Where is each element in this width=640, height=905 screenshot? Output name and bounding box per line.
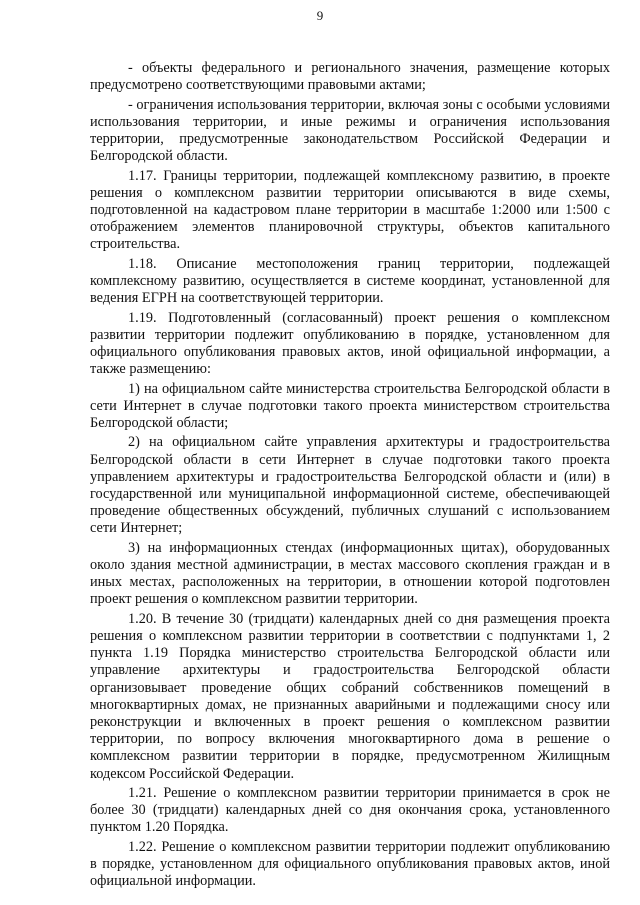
paragraph-federal-objects: - объекты федерального и регионального значения, размещение которых предусмотрено соответствующими правовыми актами; — [90, 60, 610, 94]
document-body — [90, 60, 610, 890]
paragraph-1-20: 1.20. В течение 30 (тридцати) календарных дней со дня размещения проекта решения о комплексном развитии территории в соответствии с подпунктами 1, 2 пункта 1.19 Порядка министерство строительства Белгородской области или управление архитектуры и градостроительства Белгородской области организовывает проведение общих собраний собственников помещений в многоквартирных домах, не признанных аварийными и подлежащими сносу или реконструкции и включенных в проект решения о комплексном развитии территории, по вопросу включения многоквартирного дома в решение о комплексном развитии территории в порядке, предусмотренном Жилищным кодексом Российской Федерации. — [90, 610, 610, 782]
paragraph-1-19-item-1: 1) на официальном сайте министерства строительства Белгородской области в сети Интернет в случае подготовки такого проекта министерством строительства Белгородской области; — [90, 380, 610, 431]
paragraph-1-19-item-3: 3) на информационных стендах (информационных щитах), оборудованных около здания местной администрации, в местах массового скопления граждан и в иных местах, расположенных на территории, в отношении которой подготовлен проект решения о комплексном развитии территории. — [90, 539, 610, 608]
paragraph-1-18: 1.18. Описание местоположения границ территории, подлежащей комплексному развитию, осуществляется в системе координат, установленной для ведения ЕГРН на соответствующей территории. — [90, 255, 610, 307]
paragraph-usage-restrictions: - ограничения использования территории, включая зоны с особыми условиями использования территории, и иные режимы и ограничения использования территории, предусмотренные законодательством Российской Федерации и Белгородской области. — [90, 96, 610, 165]
paragraph-1-19: 1.19. Подготовленный (согласованный) проект решения о комплексном развитии территории подлежит опубликованию в порядке, установленном для официального опубликования правовых актов, иной официальной информации, а также размещению: — [90, 309, 610, 378]
paragraph-1-22: 1.22. Решение о комплексном развитии территории подлежит опубликованию в порядке, установленном для официального опубликования правовых актов, иной официальной информации. — [90, 838, 610, 890]
page-number: 9 — [316, 8, 324, 23]
paragraph-1-19-item-2: 2) на официальном сайте управления архитектуры и градостроительства Белгородской области в сети Интернет в случае подготовки такого проекта управлением архитектуры и градостроительства Белгородской области и (или) в государственной или муниципальной информационной системе, обеспечивающей проведение общественных обсуждений, публичных слушаний с использованием сети Интернет; — [90, 434, 610, 537]
paragraph-1-17: 1.17. Границы территории, подлежащей комплексному развитию, в проекте решения о комплексном развитии территории описываются в виде схемы, подготовленной на кадастровом плане территории в масштабе 1:2000 или 1:500 с отображением элементов планировочной структуры, объектов капитального строительства. — [90, 167, 610, 253]
paragraph-1-21: 1.21. Решение о комплексном развитии территории принимается в срок не более 30 (тридцати) календарных дней со дня окончания срока, установленного пунктом 1.20 Порядка. — [90, 785, 610, 836]
